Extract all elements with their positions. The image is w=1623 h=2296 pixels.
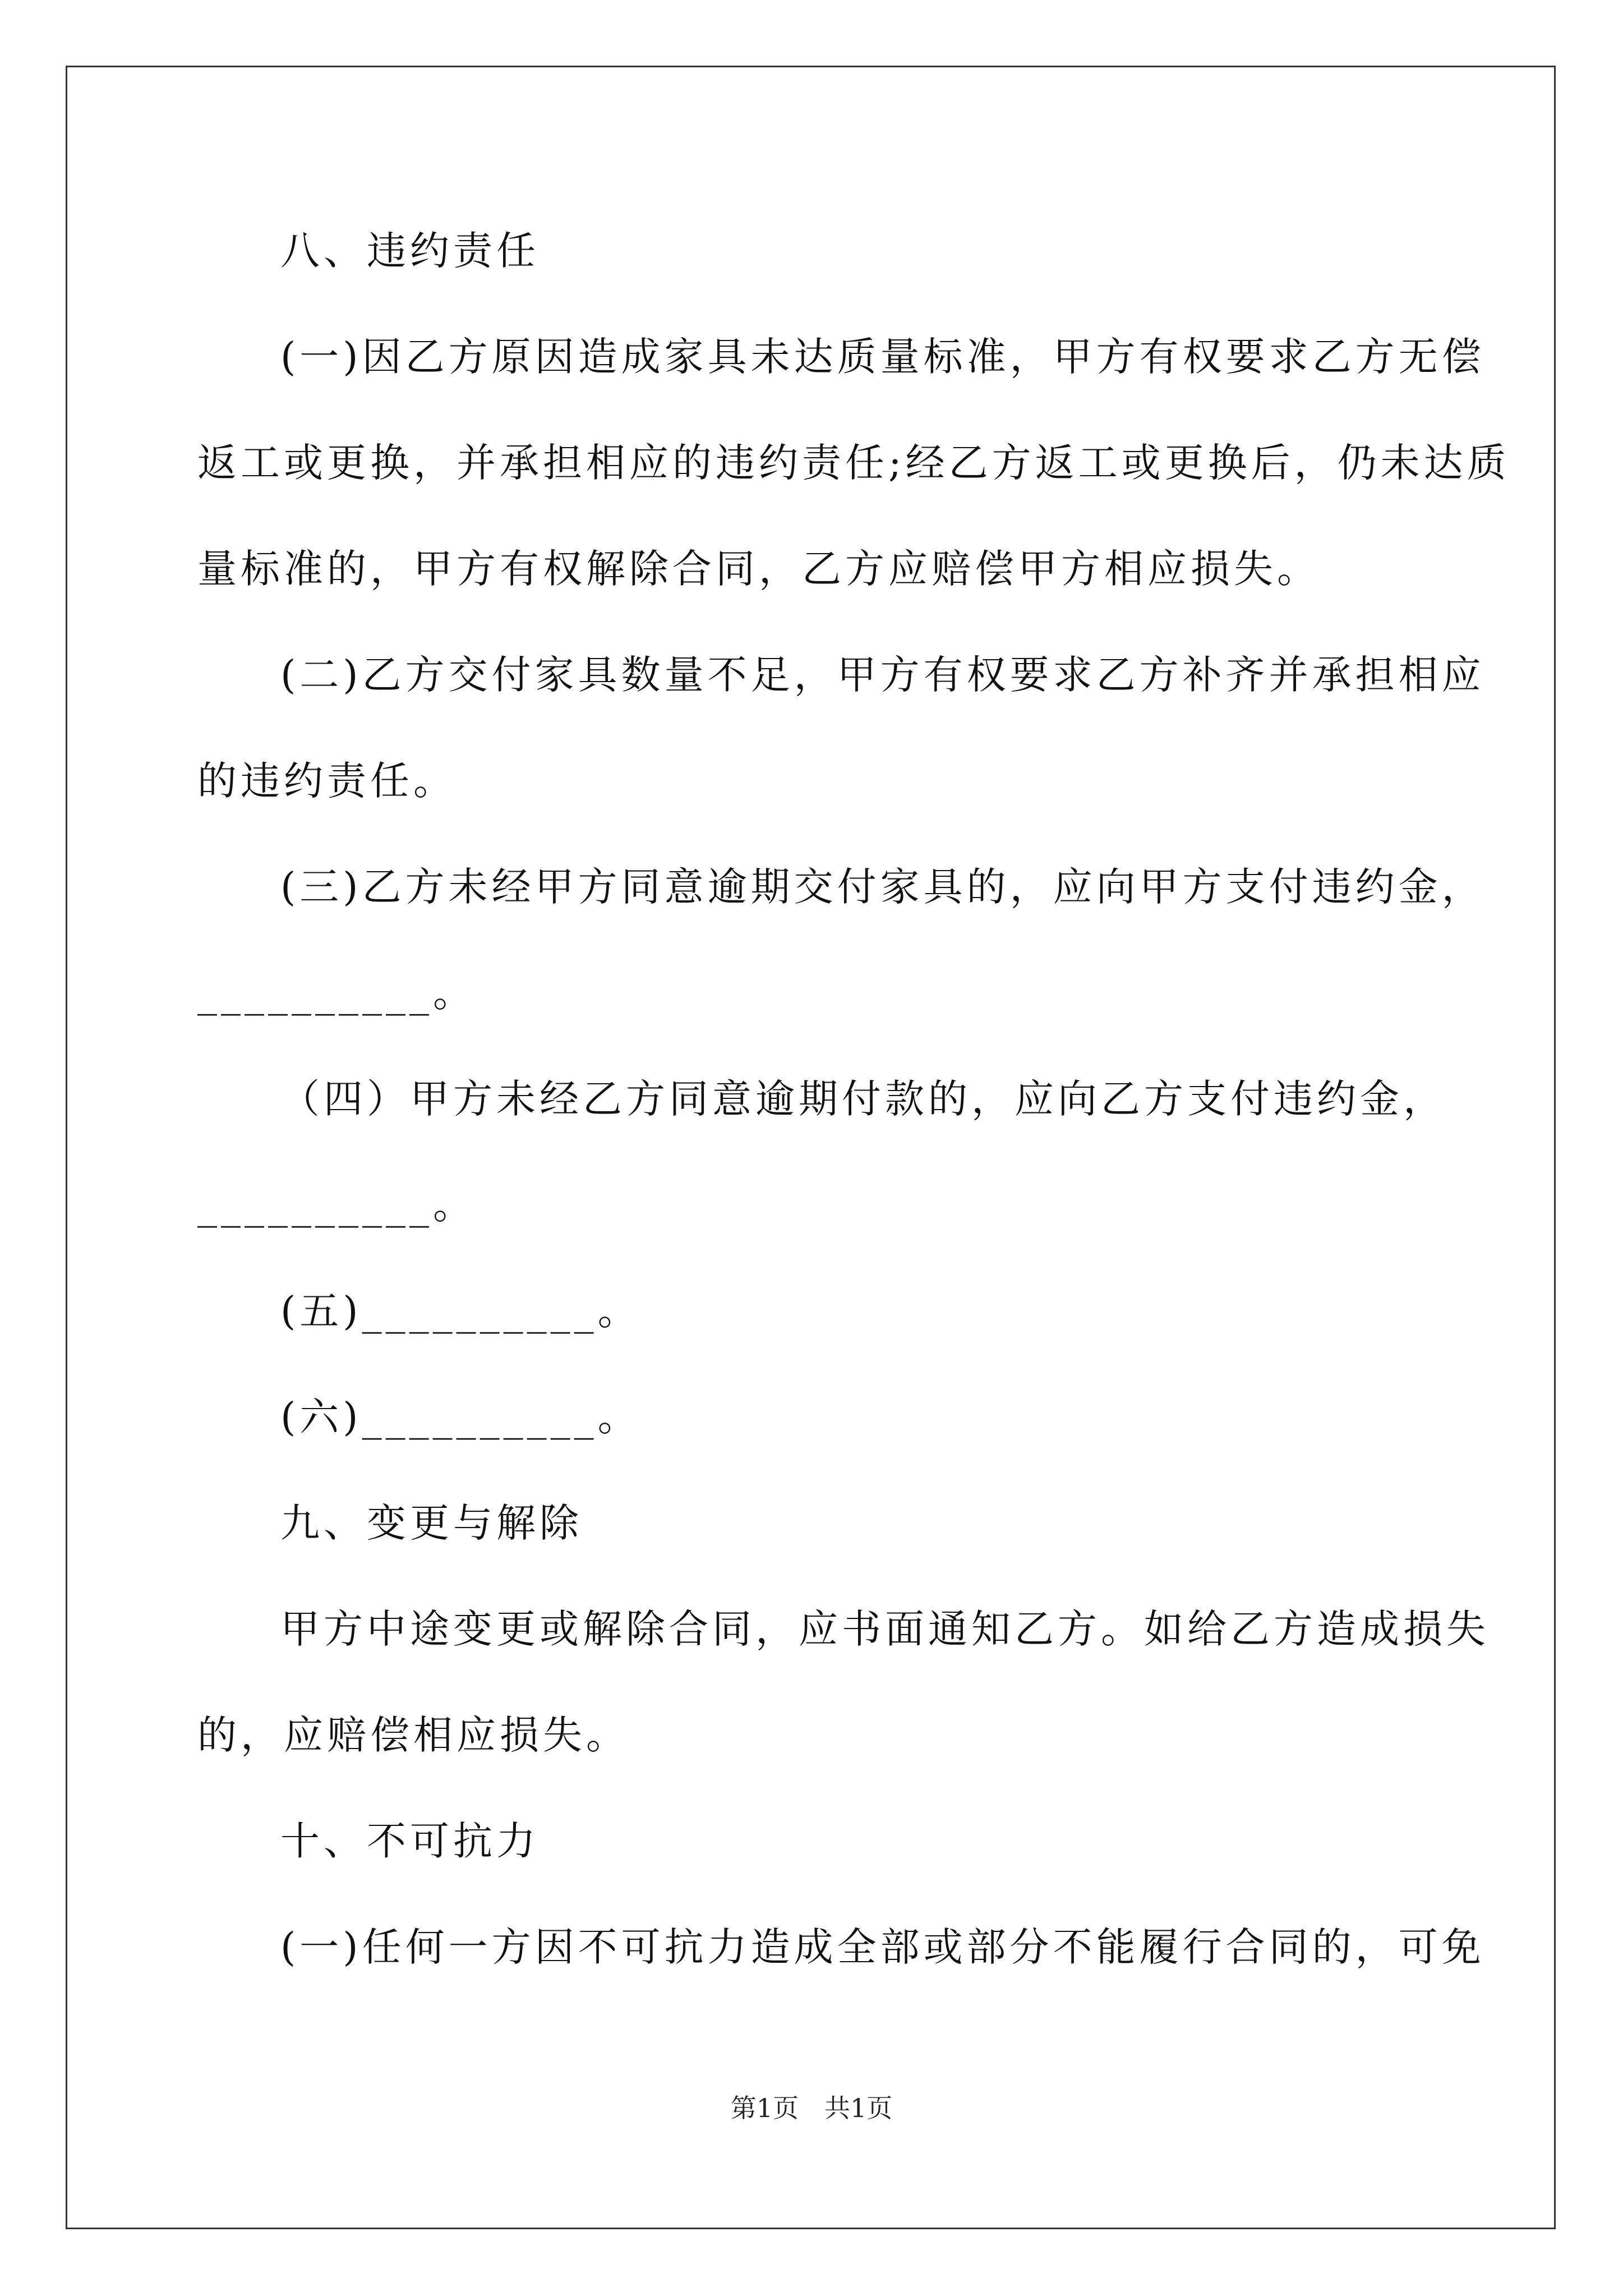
page-number-footer: 第1页 共1页 — [730, 2093, 893, 2123]
section-heading-force-majeure: 十、不可抗力 — [280, 1818, 540, 1864]
paragraph-line: 返工或更换，并承担相应的违约责任;经乙方返工或更换后，仍未达质 — [197, 440, 1510, 486]
page-frame — [66, 66, 1556, 2229]
paragraph-line: (一)因乙方原因造成家具未达质量标准，甲方有权要求乙方无偿 — [280, 334, 1485, 380]
blank-fill-line: (六)__________。 — [280, 1394, 641, 1440]
blank-fill-line: __________。 — [197, 1182, 476, 1228]
paragraph-line: （四）甲方未经乙方同意逾期付款的，应向乙方支付违约金， — [280, 1076, 1446, 1122]
paragraph-line: 的，应赔偿相应损失。 — [197, 1712, 629, 1758]
section-heading-breach: 八、违约责任 — [280, 228, 540, 274]
paragraph-line: (二)乙方交付家具数量不足，甲方有权要求乙方补齐并承担相应 — [280, 652, 1485, 698]
blank-fill-line: __________。 — [197, 970, 476, 1016]
paragraph-line: 甲方中途变更或解除合同，应书面通知乙方。如给乙方造成损失 — [280, 1606, 1490, 1652]
section-heading-modification: 九、变更与解除 — [280, 1500, 583, 1546]
blank-fill-line: (五)__________。 — [280, 1288, 641, 1334]
paragraph-line: 量标准的，甲方有权解除合同，乙方应赔偿甲方相应损失。 — [197, 546, 1320, 592]
paragraph-line: (一)任何一方因不可抗力造成全部或部分不能履行合同的，可免 — [280, 1924, 1485, 1970]
paragraph-line: (三)乙方未经甲方同意逾期交付家具的，应向甲方支付违约金， — [280, 864, 1485, 910]
paragraph-line: 的违约责任。 — [197, 758, 457, 804]
